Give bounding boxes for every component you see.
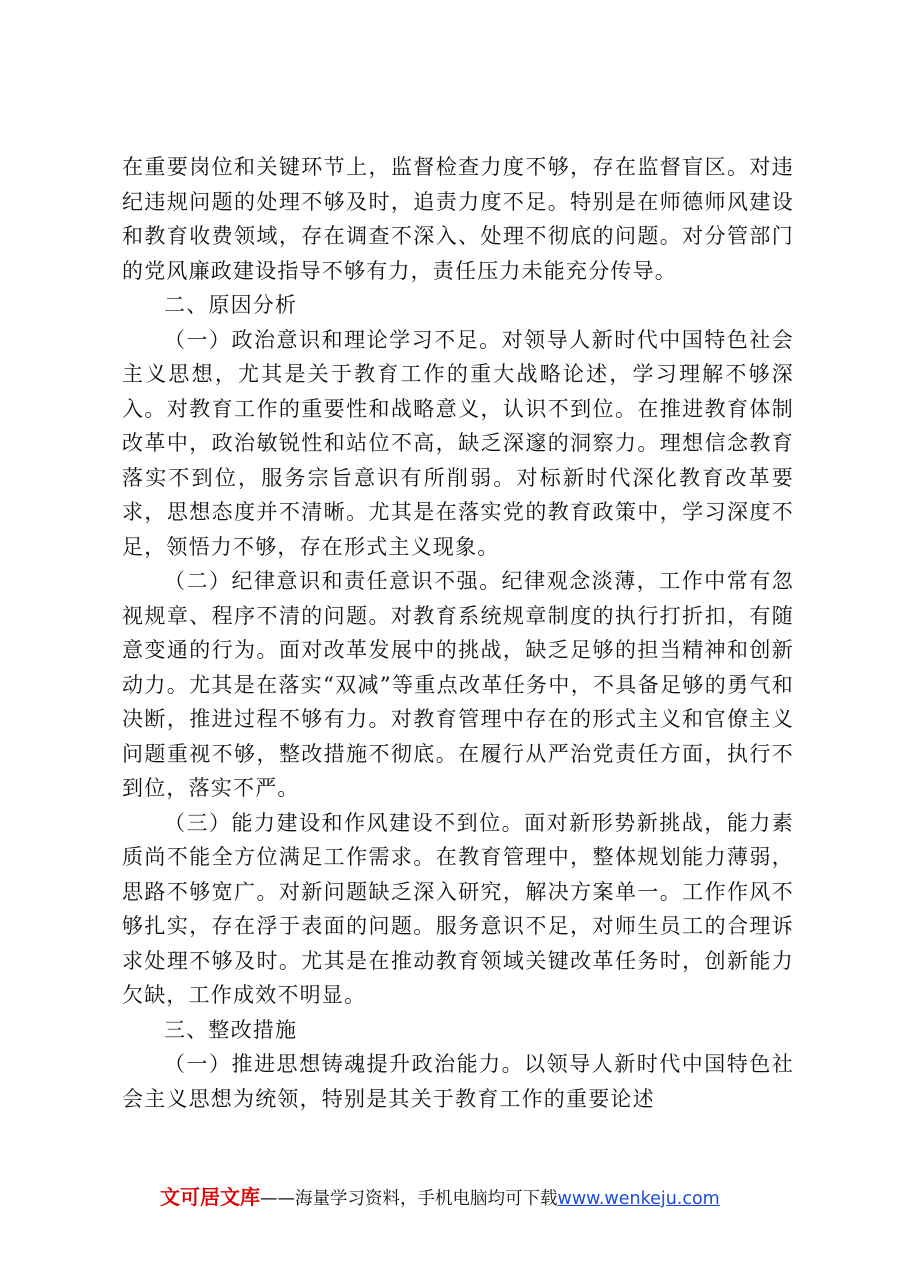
paragraph-discipline — [122, 564, 794, 806]
paragraph-political-awareness — [122, 323, 794, 565]
footer-dash: —— — [260, 1189, 295, 1209]
footer-slogan: 海量学习资料，手机电脑均可下载 — [295, 1189, 558, 1209]
document-body — [122, 150, 794, 1116]
paragraph-ideology — [122, 1047, 794, 1116]
section-heading-cause-analysis: 二、原因分析 — [164, 293, 298, 317]
paragraph-text: 对领导人新时代中国特色社会主义思想，尤其是关于教育工作的重大战略论述，学习理解不够深入。对教育工作的重要性和战略意义，认识不到位。在推进教育体制改革中，政治敏锐性和站位不高，缺乏深邃的洞察力。理想信念教育落实不到位，服务宗旨意识有所削弱。对标新时代深化教育改革要求，思想态度并不清晰。尤其是在落实党的教育政策中，学习深度不足，领悟力不够，存在形式主义现象。 — [122, 327, 794, 559]
section-heading-rectification: 三、整改措施 — [164, 1017, 298, 1042]
paragraph-text: 面对新形势新挑战，能力素质尚不能全方位满足工作需求。在教育管理中，整体规划能力薄弱，思路不够宽广。对新问题缺乏深入研究，解决方案单一。工作作风不够扎实，存在浮于表面的问题。服务意识不足，对师生员工的合理诉求处理不够及时。尤其是在推动教育领域关键改革任务时，创新能力欠缺，工作成效不明显。 — [122, 810, 794, 1007]
paragraph-text: 以领导人新时代中国特色社会主义思想为统领，特别是其关于教育工作的重要论述 — [122, 1052, 794, 1111]
brand-name: 文可居文库 — [160, 1185, 260, 1209]
subheading-ideology: （一）推进思想铸魂提升政治能力。 — [164, 1052, 525, 1076]
subheading-capability: （三）能力建设和作风建设不到位。 — [164, 810, 525, 835]
paragraph-text: 纪律观念淡薄，工作中常有忽视规章、程序不清的问题。对教育系统规章制度的执行打折扣，有随意变通的行为。面对改革发展中的挑战，缺乏足够的担当精神和创新动力。尤其是在落实“双减”等重点改革任务中，不具备足够的勇气和决断，推进过程不够有力。对教育管理中存在的形式主义和官僚主义问题重视不够，整改措施不彻底。在履行从严治党责任方面，执行不到位，落实不严。 — [122, 569, 794, 800]
paragraph-supervision: 在重要岗位和关键环节上，监督检查力度不够，存在监督盲区。对违纪违规问题的处理不够及时，追责力度不足。特别是在师德师风建设和教育收费领域，存在调查不深入、处理不彻底的问题。对分管部门的党风廉政建设指导不够有力，责任压力未能充分传导。 — [122, 155, 794, 283]
footer-banner — [160, 1184, 780, 1210]
website-link[interactable]: www.wenkeju.com — [557, 1189, 720, 1209]
subheading-discipline: （二）纪律意识和责任意识不强。 — [164, 569, 502, 593]
paragraph-capability — [122, 806, 794, 1013]
subheading-political-awareness: （一）政治意识和理论学习不足。 — [164, 327, 502, 352]
